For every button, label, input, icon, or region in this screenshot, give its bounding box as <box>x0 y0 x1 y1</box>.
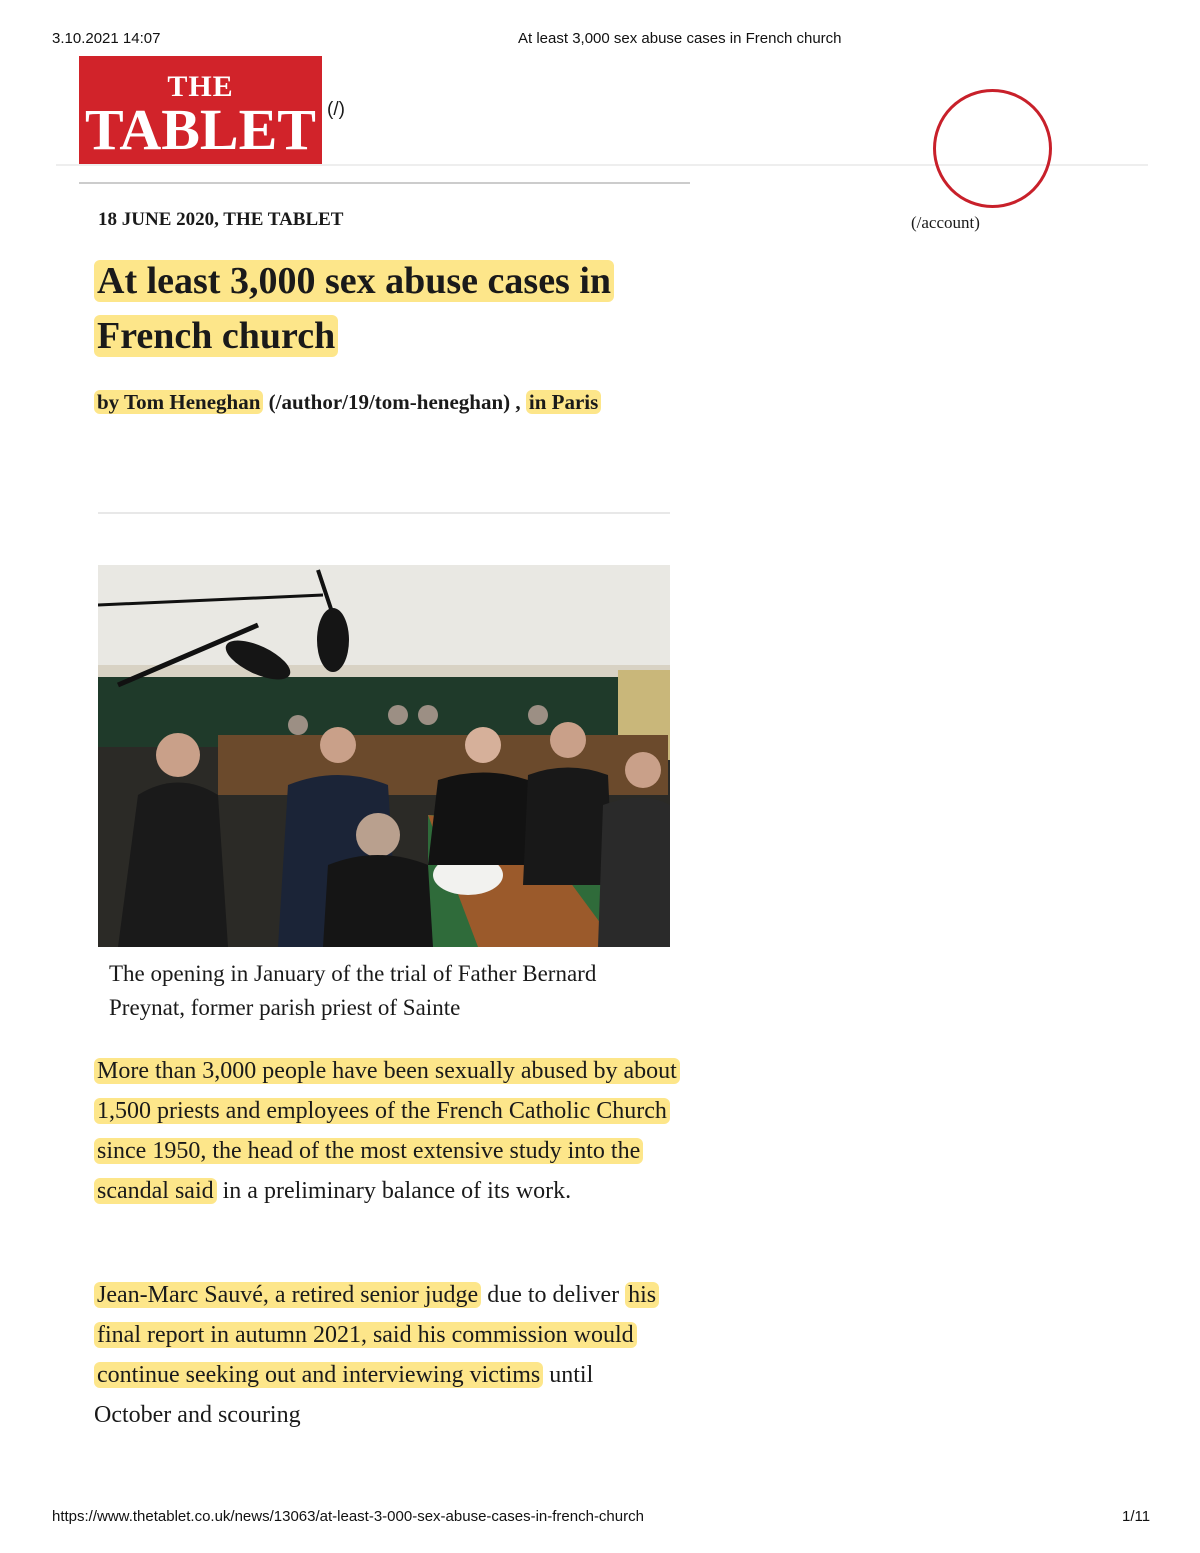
content-top-rule <box>79 182 690 184</box>
print-url: https://www.thetablet.co.uk/news/13063/at-least-3-000-sex-abuse-cases-in-french-church <box>52 1508 644 1525</box>
body-paragraph-1 <box>94 1051 679 1211</box>
paragraph-1-highlight: More than 3,000 people have been sexually abused by about 1,500 priests and employees of the French Catholic Church since 1950, the head of the most extensive study into the scandal said <box>94 1058 680 1204</box>
print-datetime: 3.10.2021 14:07 <box>52 30 161 47</box>
byline-author[interactable]: by Tom Heneghan <box>94 390 263 414</box>
byline-separator: , <box>515 390 521 414</box>
article-photo <box>98 565 670 947</box>
photo-caption: The opening in January of the trial of Father Bernard Preynat, former parish priest of Sainte <box>109 961 597 1020</box>
print-page-title: At least 3,000 sex abuse cases in French church <box>518 30 842 47</box>
body-paragraph-2 <box>94 1275 669 1435</box>
account-link-text[interactable]: (/account) <box>911 213 980 232</box>
logo-the: THE <box>167 70 234 103</box>
headline-text: At least 3,000 sex abuse cases in French church <box>94 260 614 357</box>
account-button[interactable] <box>933 89 1052 208</box>
paragraph-2-highlight-1: Jean-Marc Sauvé, a retired senior judge <box>94 1282 481 1308</box>
article-byline <box>94 387 714 417</box>
paragraph-1-text: in a preliminary balance of its work. <box>216 1178 572 1204</box>
byline-author-link[interactable]: (/author/19/tom-heneghan) <box>268 390 511 414</box>
byline-divider <box>98 512 670 514</box>
paragraph-2-text-2: until October and scouring <box>94 1362 594 1428</box>
byline-location: in Paris <box>526 390 601 414</box>
logo-link-text[interactable]: (/) <box>327 99 345 120</box>
article-dateline: 18 JUNE 2020, THE TABLET <box>98 209 344 230</box>
paragraph-2-highlight-2: his final report in autumn 2021, said his commission would continue seeking out and interviewing victims <box>94 1282 659 1388</box>
paragraph-2-text-1: due to deliver <box>481 1282 626 1308</box>
print-page-number: 1/11 <box>1122 1508 1151 1525</box>
logo-tablet: TABLET <box>84 97 316 162</box>
site-logo[interactable] <box>79 56 322 164</box>
article-headline <box>94 254 654 364</box>
